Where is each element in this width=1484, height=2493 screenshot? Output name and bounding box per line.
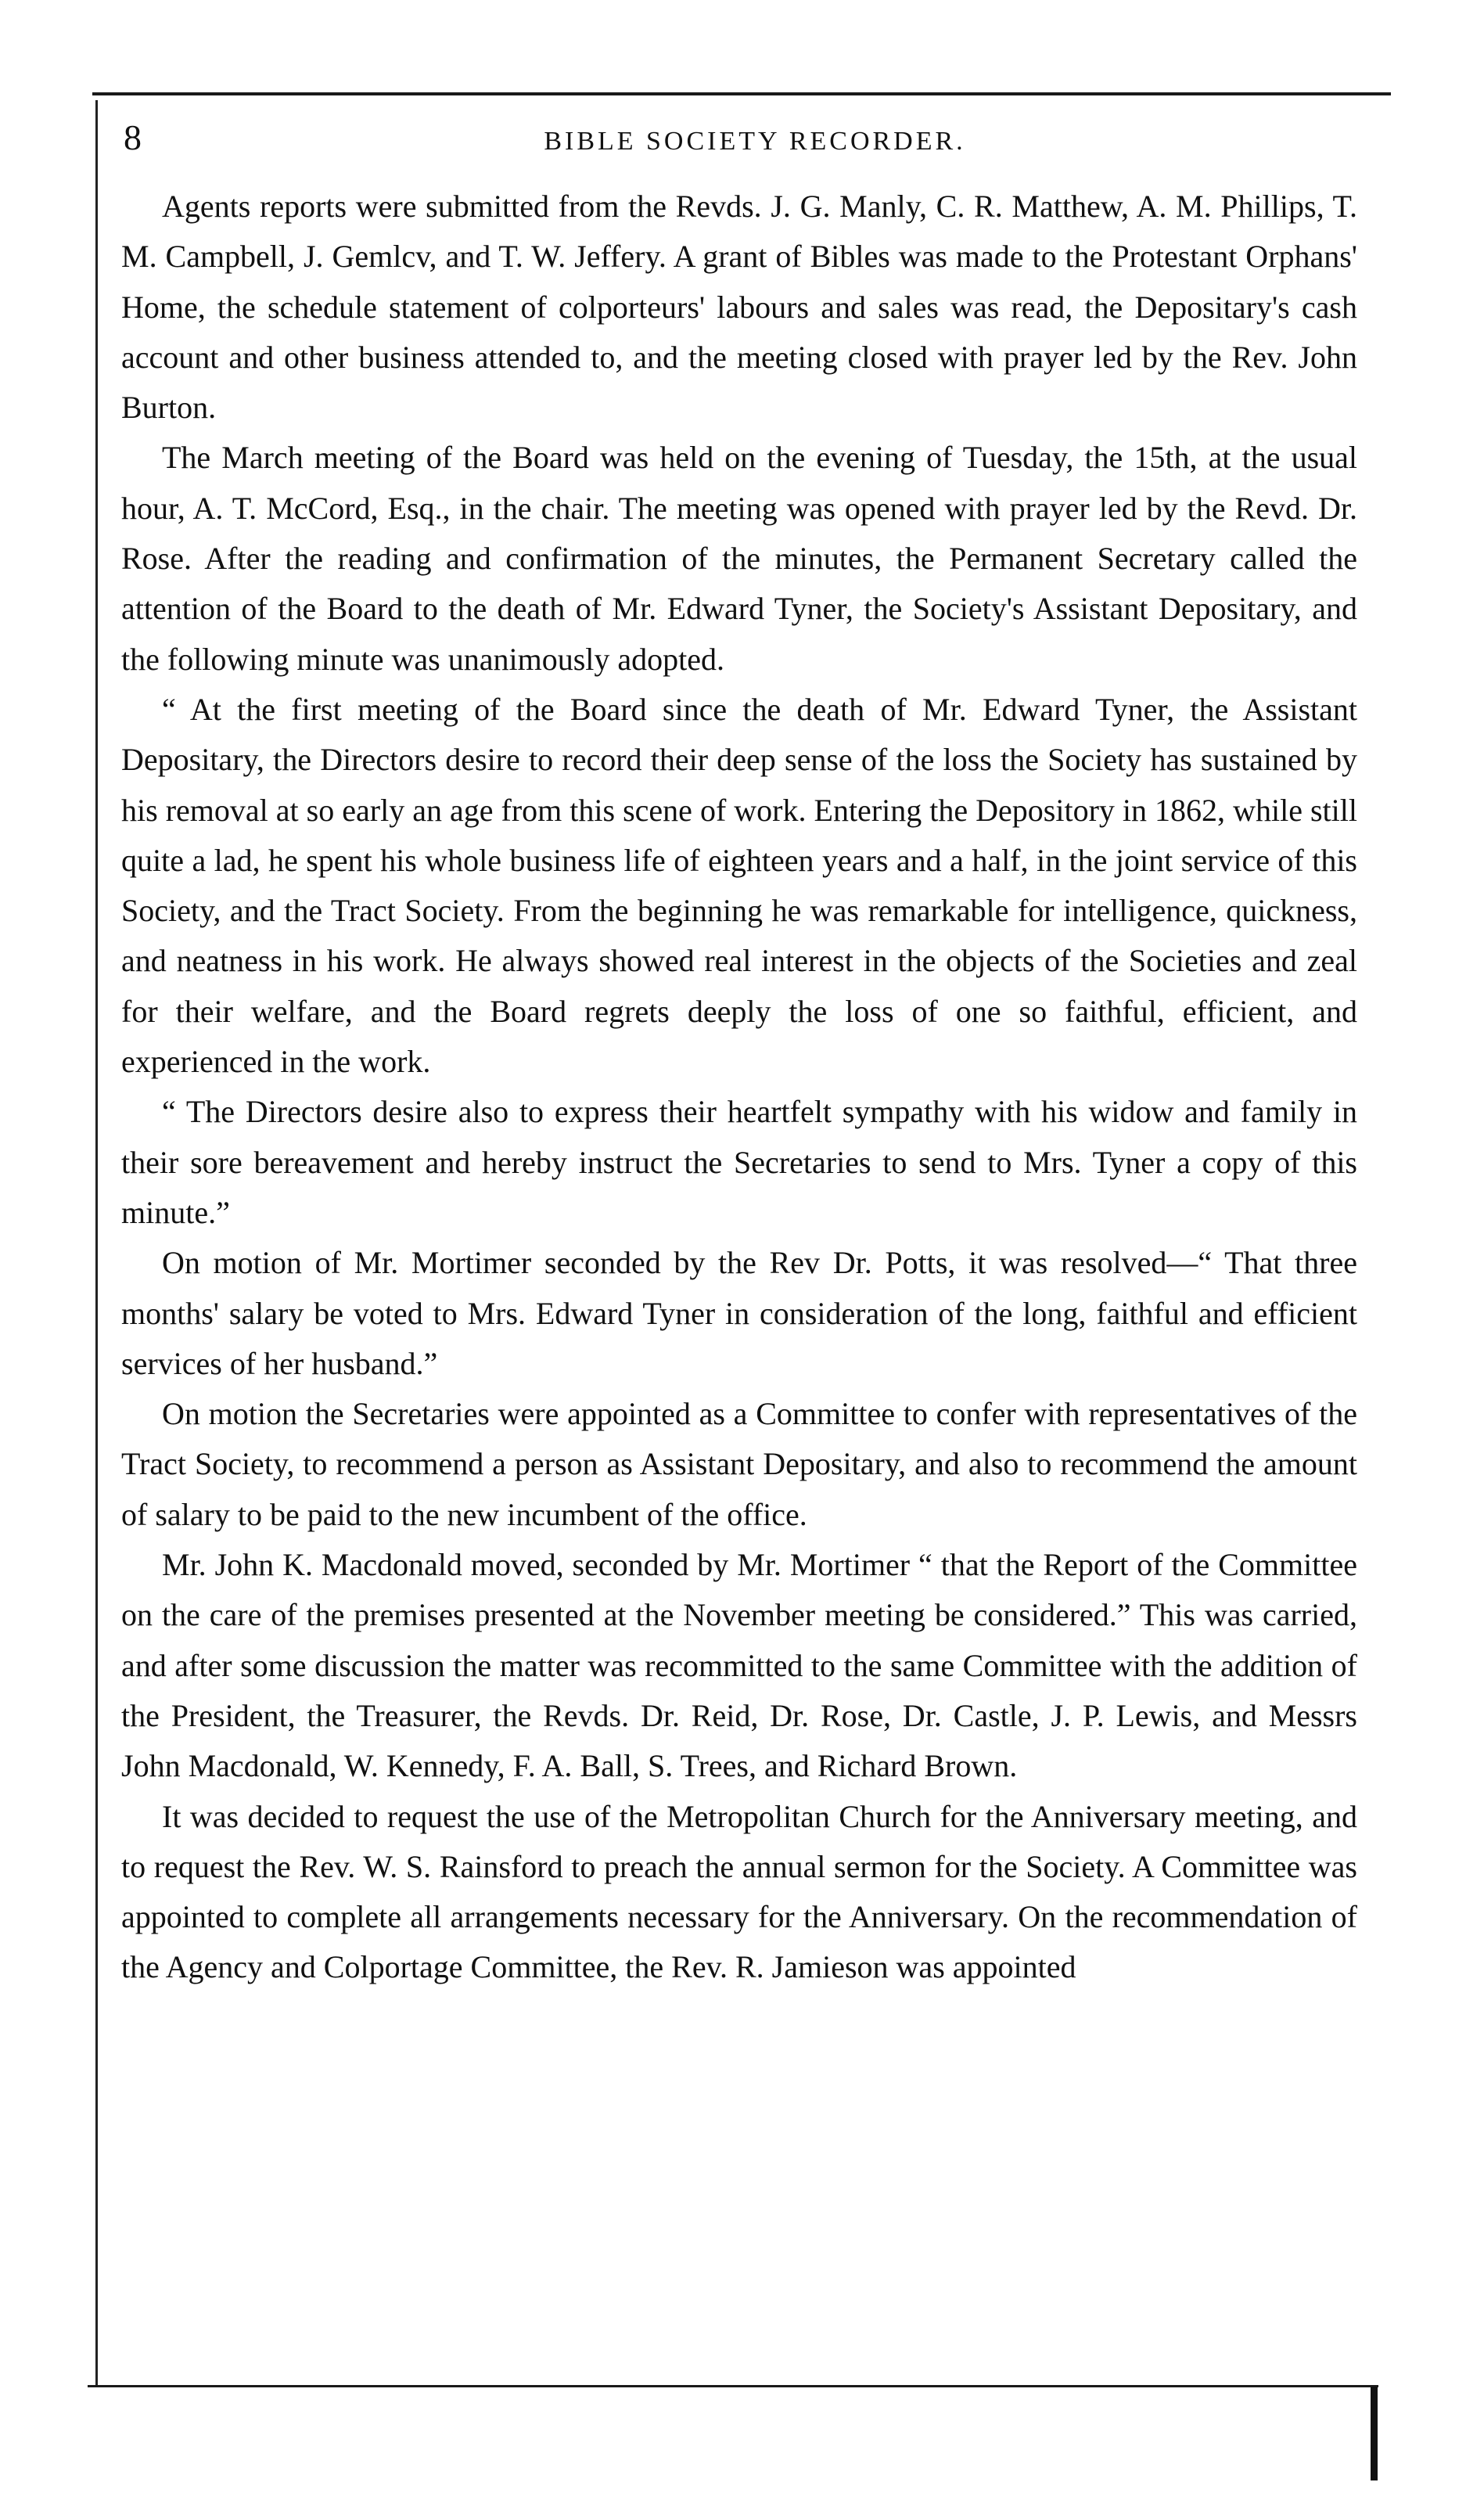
running-head: BIBLE SOCIETY RECORDER. (544, 127, 966, 156)
paragraph-premises-report: Mr. John K. Macdonald moved, seconded by Mr. Mortimer “ that the Report of the Committee on the care of the premises presented at the November meeting be considered.” This was carried, and after some discussion the matter was recommitted to the same Committee with the addition of the President, the Treasurer, the Revds. Dr. Reid, Dr. Rose, Dr. Castle, J. P. Lewis, and Messrs John Macdonald, W. Kennedy, F. A. Ball, S. Trees, and Richard Brown. (121, 1547, 1357, 1784)
bottom-rule (88, 2385, 1378, 2387)
paragraph-anniversary: It was decided to request the use of the Metropolitan Church for the Anniversary meeting, and to request the Rev. W. S. Rainsford to preach the annual sermon for the Society. A Committee was appointed to complete all arrangements necessary for the Anniversary. On the recommendation of the Agency and Colportage Committee, the Rev. R. Jamieson was appointed (121, 1798, 1357, 1985)
paragraph-agents-reports: Agents reports were submitted from the Revds. J. G. Manly, C. R. Matthew, A. M. Phillips, T. M. Campbell, J. Gemlcv, and T. W. Jeffery. A grant of Bibles was made to the Protestant Orphans' Home, the schedule statement of colporteurs' labours and sales was read, the Depositary's cash account and other business attended to, and the meeting closed with prayer led by the Rev. John Burton. (121, 189, 1357, 426)
paragraph-salary-motion: On motion of Mr. Mortimer seconded by the Rev Dr. Potts, it was resolved—“ That three months' salary be voted to Mrs. Edward Tyner in consideration of the long, faithful and efficient services of her husband.” (121, 1245, 1357, 1381)
page-number: 8 (124, 117, 142, 157)
top-rule (92, 92, 1391, 95)
paragraph-minute-tyner: “ At the first meeting of the Board since the death of Mr. Edward Tyner, the Assistant Depositary, the Directors desire to record their deep sense of the loss the Society has sustained by his removal at so early an age from this scene of work. Entering the Depository in 1862, while still quite a lad, he spent his whole business life of eighteen years and a half, in the joint service of this Society, and the Tract Society. From the beginning he was remarkable for intelligence, quickness, and neatness in his work. He always showed real interest in the objects of the Societies and zeal for their welfare, and the Board regrets deeply the loss of one so faithful, efficient, and experienced in the work. (121, 691, 1357, 1080)
paragraph-committee-appointed: On motion the Secretaries were appointed as a Committee to confer with representatives of the Tract Society, to recommend a person as Assistant Depositary, and also to recommend the amount of salary to be paid to the new incumbent of the office. (121, 1396, 1357, 1532)
page-edge-mark (1371, 2387, 1378, 2480)
paragraph-march-meeting: The March meeting of the Board was held on the evening of Tuesday, the 15th, at the usual hour, A. T. McCord, Esq., in the chair. The meeting was opened with prayer led by the Revd. Dr. Rose. After the reading and confirmation of the minutes, the Permanent Secretary called the attention of the Board to the death of Mr. Edward Tyner, the Society's Assistant Depositary, and the following minute was unanimously adopted. (121, 440, 1357, 677)
page-body (121, 182, 1357, 1993)
paragraph-sympathy: “ The Directors desire also to express their heartfelt sympathy with his widow and family in their sore bereavement and hereby instruct the Secretaries to send to Mrs. Tyner a copy of this minute.” (121, 1094, 1357, 1230)
left-margin-rule (95, 100, 98, 2385)
